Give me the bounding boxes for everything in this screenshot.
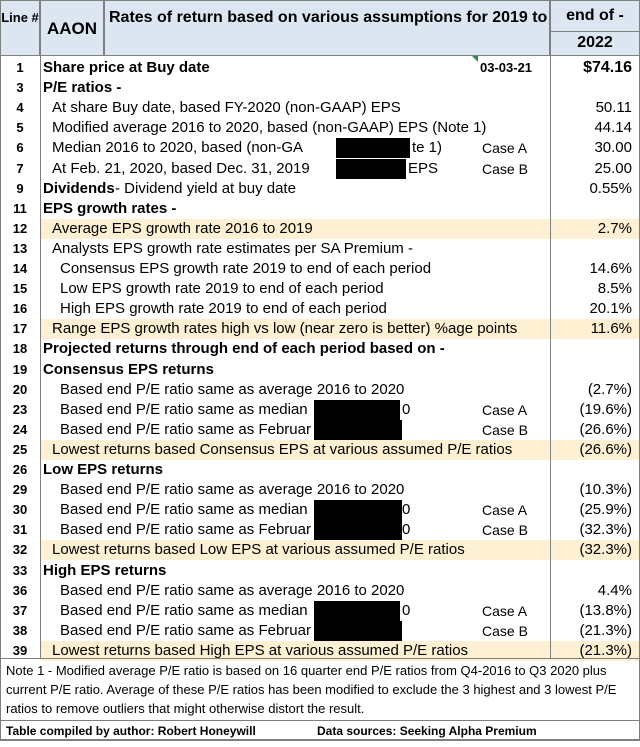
row-number: 13 — [12, 240, 28, 256]
table-row — [0, 138, 640, 158]
table-row — [0, 199, 640, 219]
row-label: Based end P/E ratio same as median — [60, 601, 308, 619]
row-number: 18 — [12, 341, 28, 357]
table-row — [0, 239, 640, 259]
row-value: (10.3%) — [579, 481, 632, 499]
period-header-label: end of - — [566, 7, 624, 24]
row-value: 14.6% — [589, 260, 632, 277]
row-number: 37 — [12, 602, 28, 618]
redaction-block — [314, 601, 400, 621]
row-value: $74.16 — [583, 59, 632, 76]
row-value: 30.00 — [594, 139, 632, 157]
redaction-block — [314, 400, 400, 420]
table-row — [0, 339, 640, 359]
row-number: 25 — [12, 441, 28, 457]
row-label: EPS growth rates - — [43, 199, 177, 217]
row-label: Based end P/E ratio same as median — [60, 400, 308, 418]
case-label: Case B — [482, 421, 528, 438]
table-row — [0, 621, 640, 641]
row-value: (32.3%) — [579, 521, 632, 539]
period-header — [550, 0, 640, 56]
case-label: Case A — [482, 401, 528, 418]
row-number: 29 — [12, 482, 28, 498]
table-row — [0, 98, 640, 118]
case-label: Case B — [482, 522, 528, 539]
row-number: 15 — [12, 281, 28, 297]
row-value: 11.6% — [590, 320, 632, 338]
data-sources: Data sources: Seeking Alpha Premium — [317, 724, 537, 738]
table-title: Rates of return based on various assumptions for 2019 to — [104, 0, 550, 56]
row-label: Analysts EPS growth rate estimates per SA Premium - — [52, 239, 413, 257]
row-number: 33 — [12, 562, 28, 578]
row-label: Consensus EPS growth rate 2019 to end of each period — [60, 260, 432, 277]
row-value: 20.1% — [589, 300, 632, 318]
row-number: 26 — [12, 462, 28, 477]
table-row — [0, 520, 640, 540]
row-value: (2.7%) — [587, 380, 632, 398]
row-value: (26.6%) — [579, 420, 632, 438]
row-number: 4 — [16, 100, 24, 116]
table-row — [0, 540, 640, 560]
redaction-block — [314, 621, 402, 641]
row-value: 8.5% — [597, 280, 632, 298]
row-value: (32.3%) — [579, 541, 632, 559]
buy-date: 03-03-21 — [480, 60, 533, 75]
row-value: 0.55% — [589, 179, 632, 197]
case-label: Case A — [482, 140, 528, 157]
table-row — [0, 319, 640, 339]
compiled-by: Table compiled by author: Robert Honeywill — [6, 724, 256, 738]
row-label: Lowest returns based Low EPS at various assumed P/E ratios — [52, 541, 465, 559]
row-value: (21.3%) — [579, 641, 632, 659]
row-label: Consensus EPS returns — [43, 360, 214, 378]
table-row — [0, 420, 640, 440]
row-label-tail: 0 — [402, 521, 411, 539]
table-row — [0, 118, 640, 138]
row-label: Low EPS returns — [43, 461, 164, 478]
row-value: 50.11 — [595, 99, 632, 117]
case-label: Case B — [482, 160, 528, 177]
redaction-block — [314, 520, 402, 540]
row-number: 31 — [12, 522, 28, 538]
row-label: Based end P/E ratio same as average 2016 to 2020 — [60, 380, 405, 398]
row-label-tail: 0 — [402, 601, 411, 619]
redaction-block — [314, 500, 402, 520]
row-value: (13.8%) — [579, 601, 632, 619]
row-label: Median 2016 to 2020, based (non-GA — [52, 139, 304, 157]
row-number: 9 — [16, 180, 24, 196]
table-row — [0, 561, 640, 581]
row-label-tail: 0 — [402, 501, 411, 519]
period-header-divider — [551, 31, 639, 32]
row-label: High EPS returns — [43, 561, 167, 579]
credits-bar — [0, 720, 640, 740]
row-label: Projected returns through end of each period based on - — [43, 340, 445, 358]
row-label-tail: 0 — [402, 400, 411, 418]
case-label: Case A — [482, 602, 528, 619]
table-row — [0, 480, 640, 500]
row-number: 16 — [12, 301, 28, 317]
row-value: 25.00 — [594, 159, 632, 177]
case-label: Case A — [482, 502, 528, 519]
table-row — [0, 460, 640, 480]
row-label: Range EPS growth rates high vs low (near zero is better) %age points — [52, 320, 518, 338]
line-number-header: Line # — [0, 0, 40, 56]
row-label: Based end P/E ratio same as average 2016 to 2020 — [60, 481, 405, 499]
row-number: 11 — [13, 200, 27, 216]
table-row — [0, 78, 640, 98]
row-label: P/E ratios - — [43, 79, 122, 97]
row-number: 38 — [12, 622, 28, 638]
row-label: Share price at Buy date — [43, 59, 210, 76]
row-number: 30 — [12, 502, 28, 518]
row-number: 23 — [12, 401, 28, 417]
column-divider-values — [550, 56, 551, 658]
row-value: (19.6%) — [579, 400, 632, 418]
row-label: Low EPS growth rate 2019 to end of each period — [60, 280, 384, 298]
row-number: 12 — [12, 220, 28, 236]
row-label: Lowest returns based High EPS at various assumed P/E ratios — [52, 641, 469, 659]
row-value: (25.9%) — [579, 501, 632, 519]
column-divider-line — [40, 56, 41, 658]
table-row — [0, 179, 640, 199]
table-row — [0, 219, 640, 239]
table-row — [0, 58, 640, 78]
redaction-block — [336, 138, 410, 158]
row-value: (21.3%) — [579, 621, 632, 639]
table-row — [0, 299, 640, 319]
row-number: 17 — [12, 321, 28, 337]
row-number: 24 — [12, 421, 28, 437]
row-number: 14 — [12, 261, 28, 276]
table-row — [0, 159, 640, 179]
row-label: High EPS growth rate 2019 to end of each period — [60, 300, 387, 318]
row-label: Based end P/E ratio same as Februar — [60, 621, 311, 639]
row-number: 6 — [16, 140, 24, 156]
row-label: At Feb. 21, 2020, based Dec. 31, 2019 — [52, 159, 310, 177]
row-number: 36 — [12, 582, 28, 598]
row-value: 4.4% — [597, 581, 632, 599]
row-label: Based end P/E ratio same as average 2016 to 2020 — [60, 581, 405, 599]
row-label: Based end P/E ratio same as Februar — [60, 420, 311, 438]
table-row — [0, 601, 640, 621]
row-label: At share Buy date, based FY-2020 (non-GAAP) EPS — [52, 99, 401, 117]
case-label: Case B — [482, 622, 528, 639]
row-number: 7 — [16, 160, 24, 176]
row-label: Based end P/E ratio same as Februar — [60, 521, 311, 539]
table-row — [0, 360, 640, 380]
row-number: 19 — [12, 361, 28, 377]
footnote: Note 1 - Modified average P/E ratio is based on 16 quarter end P/E ratios from Q4-2016 to Q3 2020 plus current P/E ratio. Average of these P/E ratios has been modified to exclude the 3 highest and 3 lowest P/E ratios to remove outliers that might otherwise distort the result. — [0, 658, 640, 720]
row-number: 1 — [16, 60, 24, 75]
row-number: 39 — [12, 642, 28, 658]
row-label-tail: EPS — [408, 159, 439, 177]
row-label: Average EPS growth rate 2016 to 2019 — [52, 219, 313, 237]
row-label: Dividends — [43, 179, 115, 197]
redaction-block — [314, 420, 402, 440]
row-value: 44.14 — [594, 119, 632, 137]
row-number: 5 — [16, 120, 24, 136]
row-number: 3 — [16, 80, 24, 96]
period-header-year: 2022 — [577, 34, 613, 51]
table-row — [0, 279, 640, 299]
row-label-tail: te 1) — [412, 139, 443, 157]
redaction-block — [336, 159, 406, 179]
row-number: 32 — [12, 542, 28, 558]
table-row — [0, 380, 640, 400]
row-value: 2.7% — [597, 219, 632, 237]
row-value: (26.6%) — [579, 440, 632, 458]
row-label: Based end P/E ratio same as median — [60, 501, 308, 519]
table-row — [0, 581, 640, 601]
table-row — [0, 500, 640, 520]
table-row — [0, 400, 640, 420]
row-label: Lowest returns based Consensus EPS at various assumed P/E ratios — [52, 440, 513, 458]
table-row — [0, 440, 640, 460]
row-label: Modified average 2016 to 2020, based (non-GAAP) EPS (Note 1) — [52, 119, 487, 137]
ticker-header: AAON — [40, 0, 104, 56]
row-label-detail: - Dividend yield at buy date — [115, 179, 296, 197]
table-row — [0, 259, 640, 279]
row-number: 20 — [12, 381, 28, 397]
